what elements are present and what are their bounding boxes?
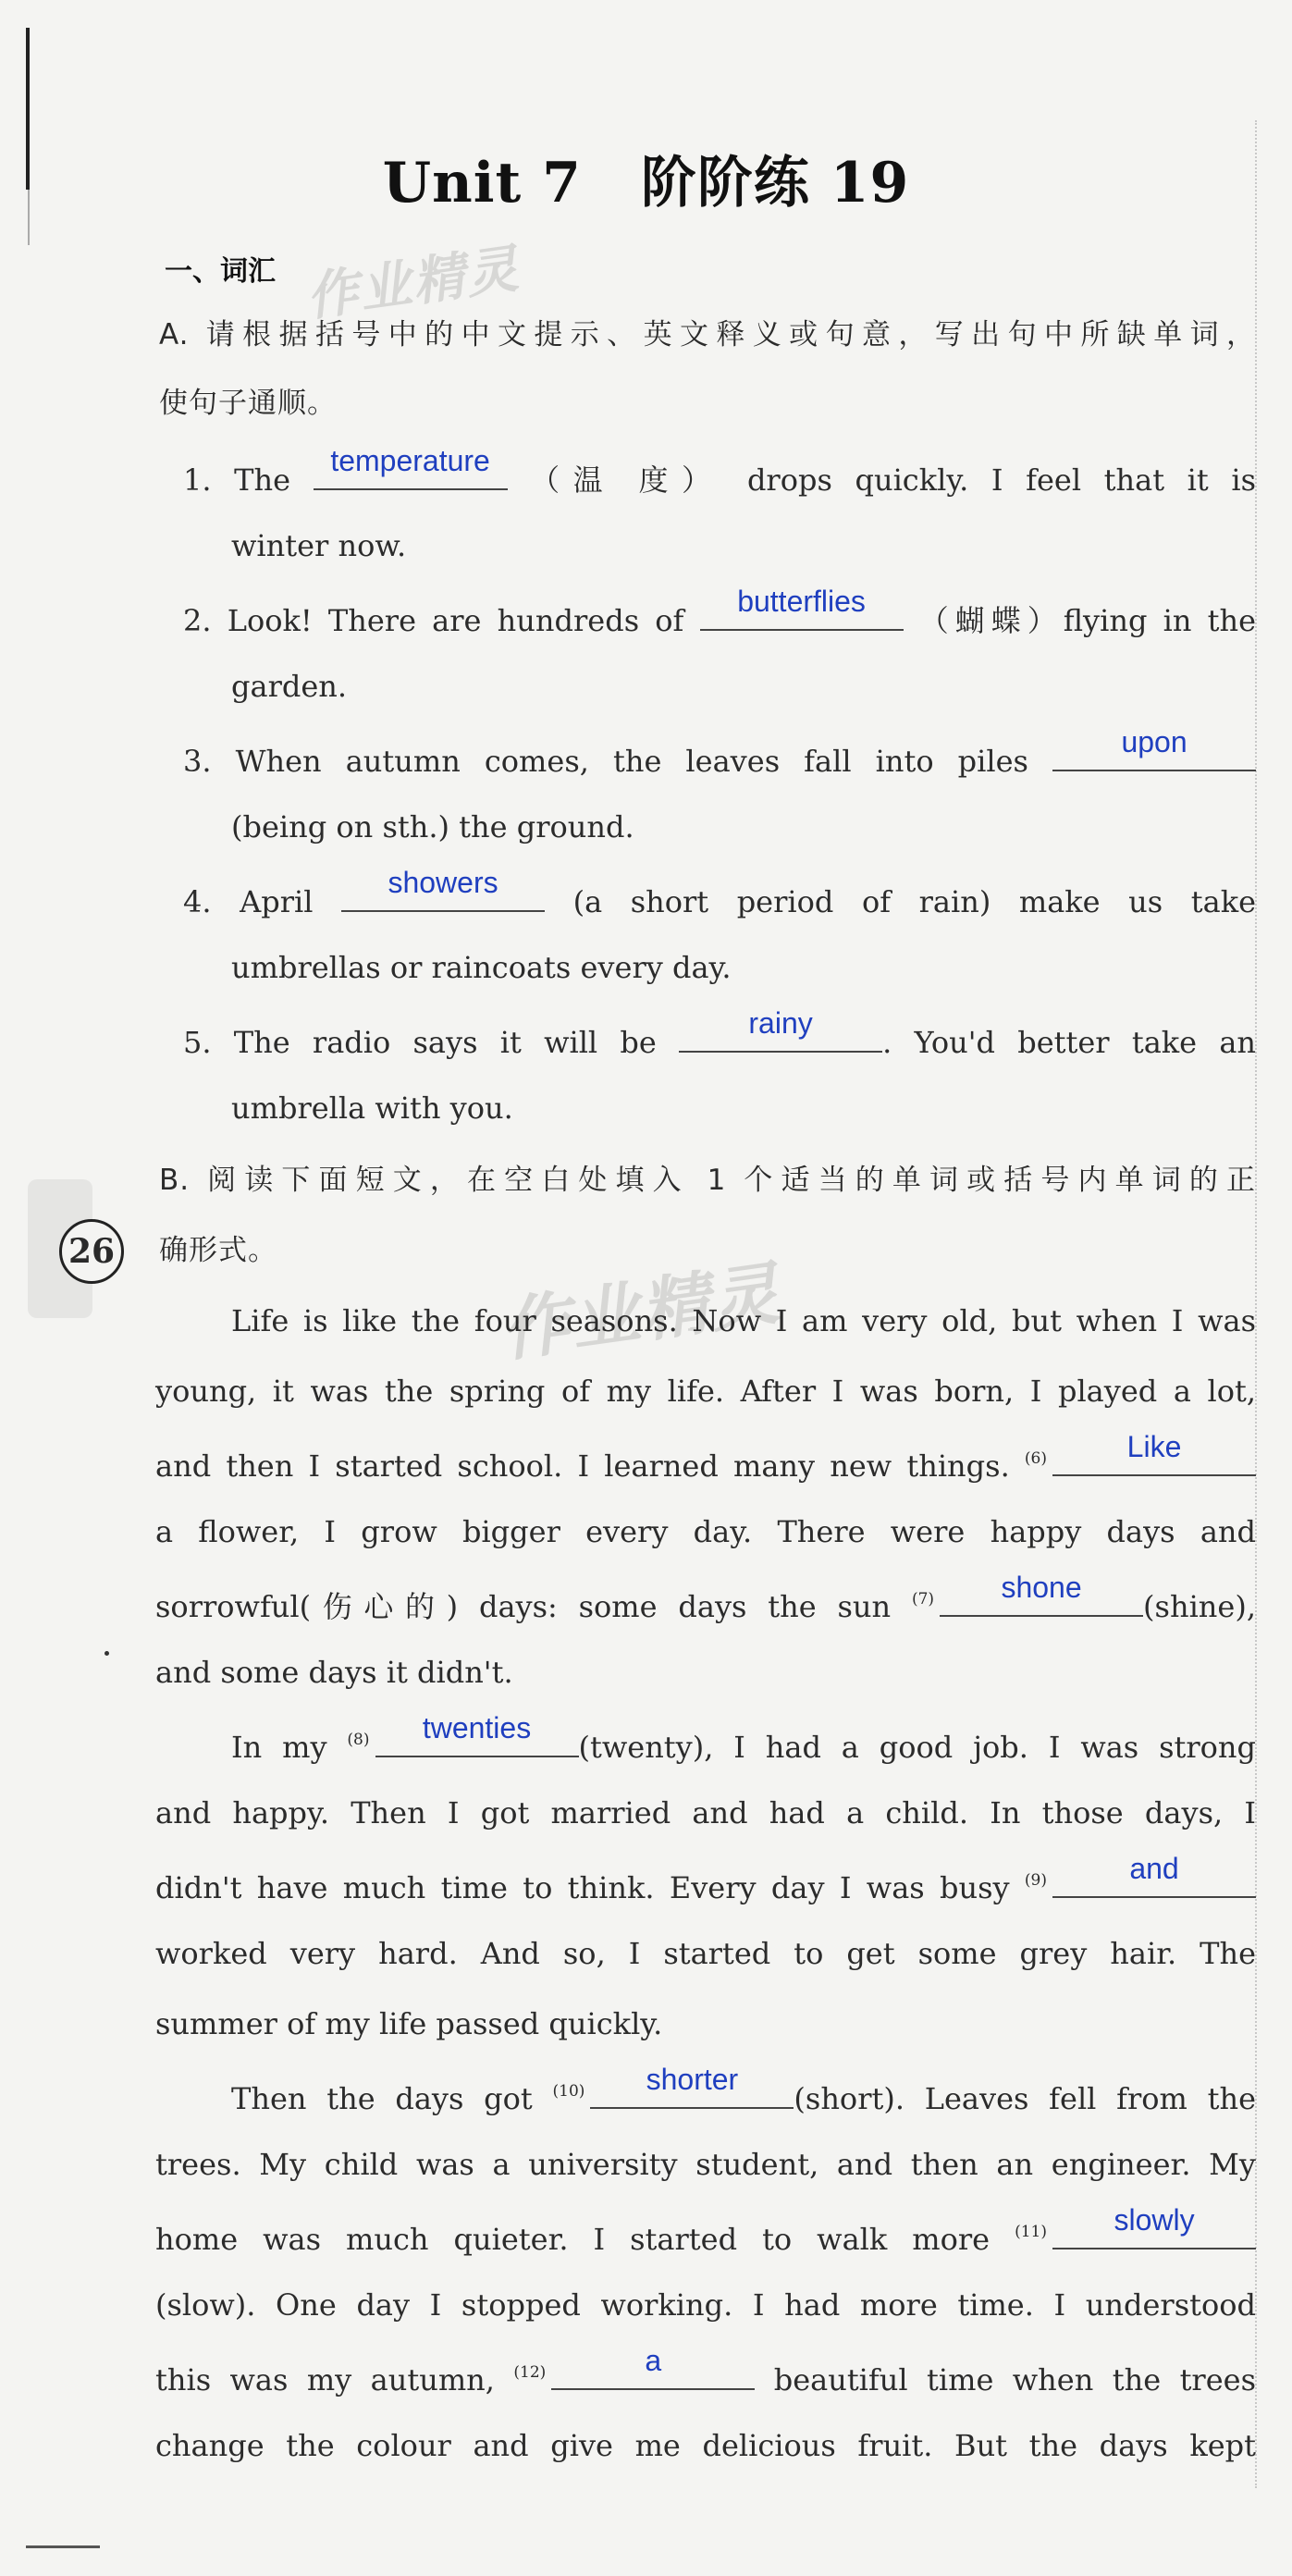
answer-blank-9[interactable]: and (1052, 1863, 1256, 1898)
answer-blank-3[interactable]: upon (1052, 736, 1256, 771)
passage-line-11: home was much quieter. I started to walk more $^{(11)}$ slowly (155, 2214, 1256, 2265)
part-b-instruction-cont: 确形式。 (159, 1234, 277, 1267)
answer-blank-6[interactable]: Like (1052, 1441, 1256, 1476)
watermark: 作业精灵 (496, 1253, 786, 1372)
passage-line-6: and then I started school. I learned many new things. $^{(6)}$ Like (155, 1441, 1256, 1492)
passage-line: young, it was the spring of my life. After I was born, I played a lot, (155, 1374, 1256, 1409)
passage-line: worked very hard. And so, I started to get some grey hair. The (155, 1936, 1256, 1971)
answer-blank-2[interactable]: butterflies (700, 596, 904, 631)
question-2-cont: garden. (231, 669, 348, 704)
question-5-cont: umbrella with you. (231, 1091, 513, 1126)
title-unit: Unit 7 (382, 151, 582, 216)
passage-line-9: didn't have much time to think. Every day I was busy $^{(9)}$ and (155, 1863, 1256, 1914)
passage-line-10: Then the days got $^{(10)}$ shorter (short). Leaves fell from the (231, 2063, 1257, 2116)
passage-line: and happy. Then I got married and had a child. In those days, I (155, 1795, 1256, 1830)
section-heading: 一、词汇 (165, 255, 276, 288)
question-3: 3. When autumn comes, the leaves fall into piles upon (183, 736, 1256, 782)
answer-blank-7[interactable]: shone (940, 1582, 1143, 1617)
question-3-cont: (being on sth.) the ground. (231, 809, 634, 844)
answer-blank-10[interactable]: shorter (590, 2074, 794, 2109)
answer-blank-12[interactable]: a (551, 2355, 755, 2390)
passage-line-7: sorrowful(伤心的) days: some days the sun $^{(7)}$ shone (shine), (155, 1571, 1256, 1624)
bottom-rule (26, 2545, 100, 2548)
answer-blank-11[interactable]: slowly (1052, 2214, 1256, 2249)
question-1-cont: winter now. (231, 528, 407, 563)
passage-line-8: In my $^{(8)}$ twenties (twenty), I had a good job. I was strong (231, 1711, 1257, 1765)
page-number: 26 (59, 1219, 124, 1284)
passage-line: (slow). One day I stopped working. I had more time. I understood (155, 2287, 1256, 2323)
answer-blank-1[interactable]: temperature (314, 455, 508, 490)
question-4: 4. April showers (a short period of rain) make us take (183, 866, 1257, 919)
passage-line: and some days it didn't. (155, 1655, 513, 1690)
question-5: 5. The radio says it will be rainy . You'd better take an (183, 1006, 1257, 1060)
answer-blank-5[interactable]: rainy (679, 1017, 882, 1053)
part-a-instruction-cont: 使句子通顺。 (159, 387, 337, 420)
answer-blank-8[interactable]: twenties (375, 1722, 579, 1757)
passage-line: change the colour and give me delicious fruit. But the days kept (155, 2428, 1256, 2463)
passage-line: a flower, I grow bigger every day. There were happy days and (155, 1514, 1256, 1549)
passage-line: trees. My child was a university student, and then an engineer. My (155, 2147, 1256, 2182)
title-name: 阶阶练 19 (640, 151, 910, 216)
question-4-cont: umbrellas or raincoats every day. (231, 950, 732, 985)
stray-dot (105, 1651, 109, 1656)
passage-line: Life is like the four seasons. Now I am very old, but when I was (231, 1303, 1256, 1338)
part-b-instruction: B. 阅读下面短文，在空白处填入 1 个适当的单词或括号内单词的正 (159, 1164, 1256, 1197)
question-1: 1. The temperature （温 度） drops quickly. I feel that it is (183, 444, 1256, 498)
answer-blank-4[interactable]: showers (341, 877, 545, 912)
passage-line-12: this was my autumn, $^{(12)}$ a beautiful time when the trees (155, 2344, 1257, 2397)
page-title (0, 139, 1292, 218)
passage-line: summer of my life passed quickly. (155, 2006, 663, 2041)
part-a-instruction: A. 请根据括号中的中文提示、英文释义或句意，写出句中所缺单词， (159, 318, 1256, 351)
watermark: 作业精灵 (302, 239, 524, 328)
question-2: 2. Look! There are hundreds of butterflies （蝴蝶）flying in the (183, 585, 1257, 638)
